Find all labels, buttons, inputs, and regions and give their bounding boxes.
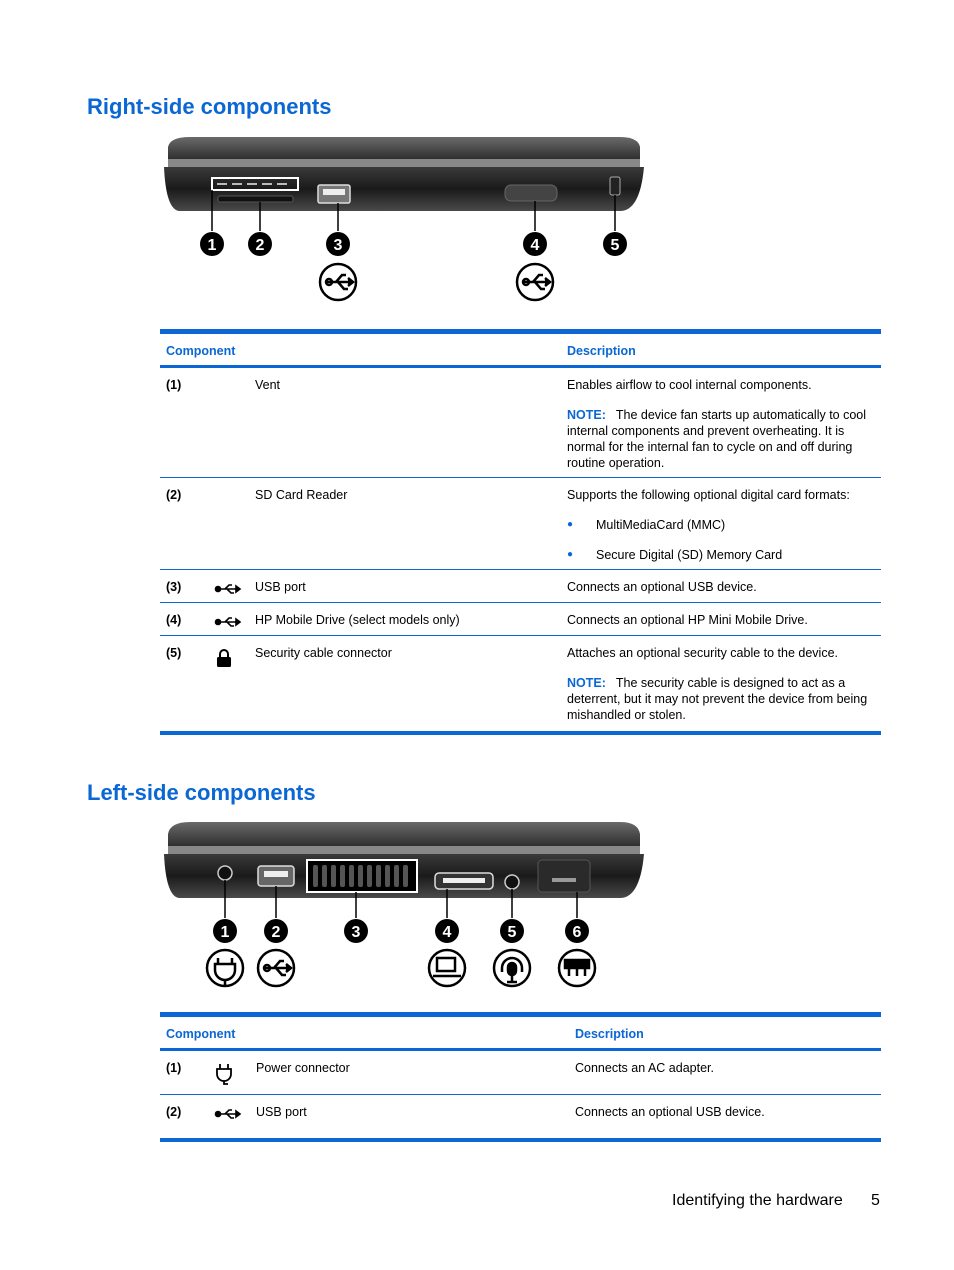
note bbox=[567, 675, 875, 723]
section-title-right: Right-side components bbox=[87, 94, 332, 119]
table-row bbox=[160, 478, 881, 570]
external-monitor-icon bbox=[429, 950, 465, 986]
power-plug-icon bbox=[214, 1063, 234, 1085]
usb-icon bbox=[214, 615, 242, 629]
format-list bbox=[567, 517, 875, 563]
note bbox=[567, 407, 875, 471]
right-components-table bbox=[160, 329, 881, 735]
usb-icon bbox=[214, 582, 242, 596]
row-number: (5) bbox=[160, 636, 204, 734]
col-header-description: Description bbox=[569, 1015, 881, 1050]
table-row bbox=[160, 636, 881, 734]
section-title-left: Left-side components bbox=[87, 780, 316, 805]
headphone-mic-icon bbox=[494, 950, 530, 986]
svg-text:3: 3 bbox=[333, 237, 343, 254]
list-item: ● MultiMediaCard (MMC) bbox=[567, 517, 875, 533]
col-header-component: Component bbox=[160, 1015, 569, 1050]
component-description: Attaches an optional security cable to the device. bbox=[567, 646, 838, 660]
col-header-component: Component bbox=[160, 332, 561, 367]
component-description: Connects an optional USB device. bbox=[561, 570, 881, 603]
component-name: SD Card Reader bbox=[249, 478, 561, 570]
page-number: 5 bbox=[871, 1192, 880, 1209]
row-number: (3) bbox=[160, 570, 204, 603]
table-row bbox=[160, 1095, 881, 1141]
lock-icon bbox=[214, 648, 234, 668]
svg-text:3: 3 bbox=[351, 924, 361, 941]
row-number: (1) bbox=[160, 367, 204, 478]
usb-icon bbox=[258, 950, 294, 986]
svg-text:4: 4 bbox=[530, 237, 540, 254]
svg-text:5: 5 bbox=[507, 924, 517, 941]
component-description: Enables airflow to cool internal components. bbox=[567, 378, 812, 392]
usb-icon bbox=[214, 1107, 242, 1121]
component-name: Vent bbox=[249, 367, 561, 478]
note-label: NOTE: bbox=[567, 676, 606, 690]
table-row bbox=[160, 1050, 881, 1095]
left-side-figure bbox=[160, 818, 650, 993]
row-number: (2) bbox=[160, 478, 204, 570]
col-header-description: Description bbox=[561, 332, 881, 367]
table-row bbox=[160, 570, 881, 603]
usb-icon bbox=[320, 264, 356, 300]
component-description: Supports the following optional digital card formats: bbox=[567, 488, 850, 502]
svg-text:4: 4 bbox=[442, 924, 452, 941]
right-side-figure bbox=[160, 133, 650, 313]
note-text: The device fan starts up automatically to cool internal components and prevent overheating. It is normal for the internal fan to cycle on and off during routine operation. bbox=[567, 408, 867, 470]
svg-text:1: 1 bbox=[207, 237, 217, 254]
row-number: (4) bbox=[160, 603, 204, 636]
list-item: ● Secure Digital (SD) Memory Card bbox=[567, 547, 875, 563]
svg-text:2: 2 bbox=[255, 237, 265, 254]
svg-text:5: 5 bbox=[610, 237, 620, 254]
row-number: (1) bbox=[160, 1050, 204, 1095]
component-name: USB port bbox=[250, 1095, 569, 1141]
table-row bbox=[160, 603, 881, 636]
component-name: HP Mobile Drive (select models only) bbox=[249, 603, 561, 636]
note-label: NOTE: bbox=[567, 408, 606, 422]
table-row bbox=[160, 367, 881, 478]
component-description: Connects an optional HP Mini Mobile Drive. bbox=[561, 603, 881, 636]
component-description: Connects an optional USB device. bbox=[569, 1095, 881, 1141]
component-name: Power connector bbox=[250, 1050, 569, 1095]
power-plug-icon bbox=[207, 950, 243, 986]
svg-text:2: 2 bbox=[271, 924, 281, 941]
footer-chapter-title: Identifying the hardware bbox=[672, 1192, 843, 1209]
row-number: (2) bbox=[160, 1095, 204, 1141]
left-components-table bbox=[160, 1012, 881, 1142]
note-text: The security cable is designed to act as a deterrent, but it may not prevent the device from being mishandled or stolen. bbox=[567, 676, 868, 722]
network-jack-icon bbox=[559, 950, 595, 986]
component-description: Connects an AC adapter. bbox=[569, 1050, 881, 1095]
svg-text:1: 1 bbox=[220, 924, 230, 941]
component-name: Security cable connector bbox=[249, 636, 561, 734]
svg-text:6: 6 bbox=[572, 924, 582, 941]
usb-icon bbox=[517, 264, 553, 300]
component-name: USB port bbox=[249, 570, 561, 603]
